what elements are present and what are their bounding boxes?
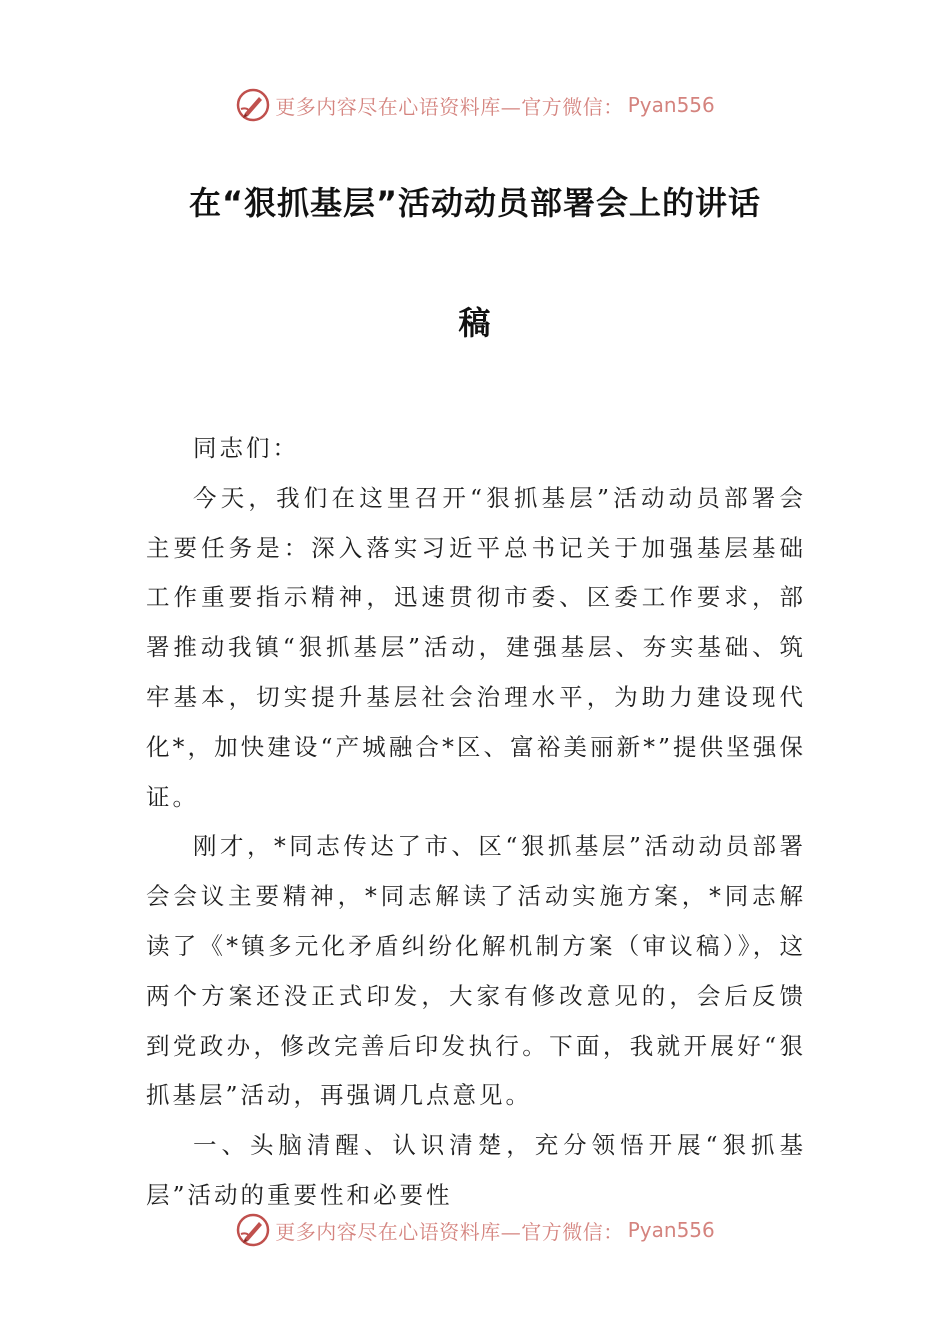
paragraph-1: 今天，我们在这里召开“狠抓基层”活动动员部署会主要任务是：深入落实习近平总书记关于加强基层基础工作重要指示精神，迅速贯彻市委、区委工作要求，部署推动我镇“狠抓基层”活动，建强基层、夯实基础、筑牢基本，切实提升基层社会治理水平，为助力建设现代化*，加快建设“产城融合*区、富裕美丽新*”提供坚强保证。 xyxy=(146,483,806,811)
paragraph-2: 刚才，*同志传达了市、区“狠抓基层”活动动员部署会会议主要精神，*同志解读了活动实施方案，*同志解读了《*镇多元化矛盾纠纷化解机制方案（审议稿）》，这两个方案还没正式印发，大家有修改意见的，会后反馈到党政办，修改完善后印发执行。下面，我就开展好“狠抓基层”活动，再强调几点意见。 xyxy=(146,832,806,1110)
greeting: 同志们： xyxy=(193,434,299,462)
document-body xyxy=(146,424,806,1221)
watermark-account: Pyan556 xyxy=(627,93,715,117)
document-title-line2: 稿 xyxy=(458,304,492,342)
watermark-account: Pyan556 xyxy=(627,1218,715,1242)
document-title-line1: 在“狠抓基层”活动动员部署会上的讲话 xyxy=(188,184,762,222)
watermark-text: 更多内容尽在心语资料库—官方微信： xyxy=(275,94,624,119)
pen-logo-icon xyxy=(235,1212,271,1248)
watermark-header xyxy=(0,80,950,130)
section-heading-1: 一、头脑清醒、认识清楚，充分领悟开展“狠抓基层”活动的重要性和必要性 xyxy=(146,1131,806,1209)
pen-logo-icon xyxy=(235,87,271,123)
watermark-text: 更多内容尽在心语资料库—官方微信： xyxy=(275,1219,624,1244)
watermark-footer xyxy=(0,1205,950,1255)
